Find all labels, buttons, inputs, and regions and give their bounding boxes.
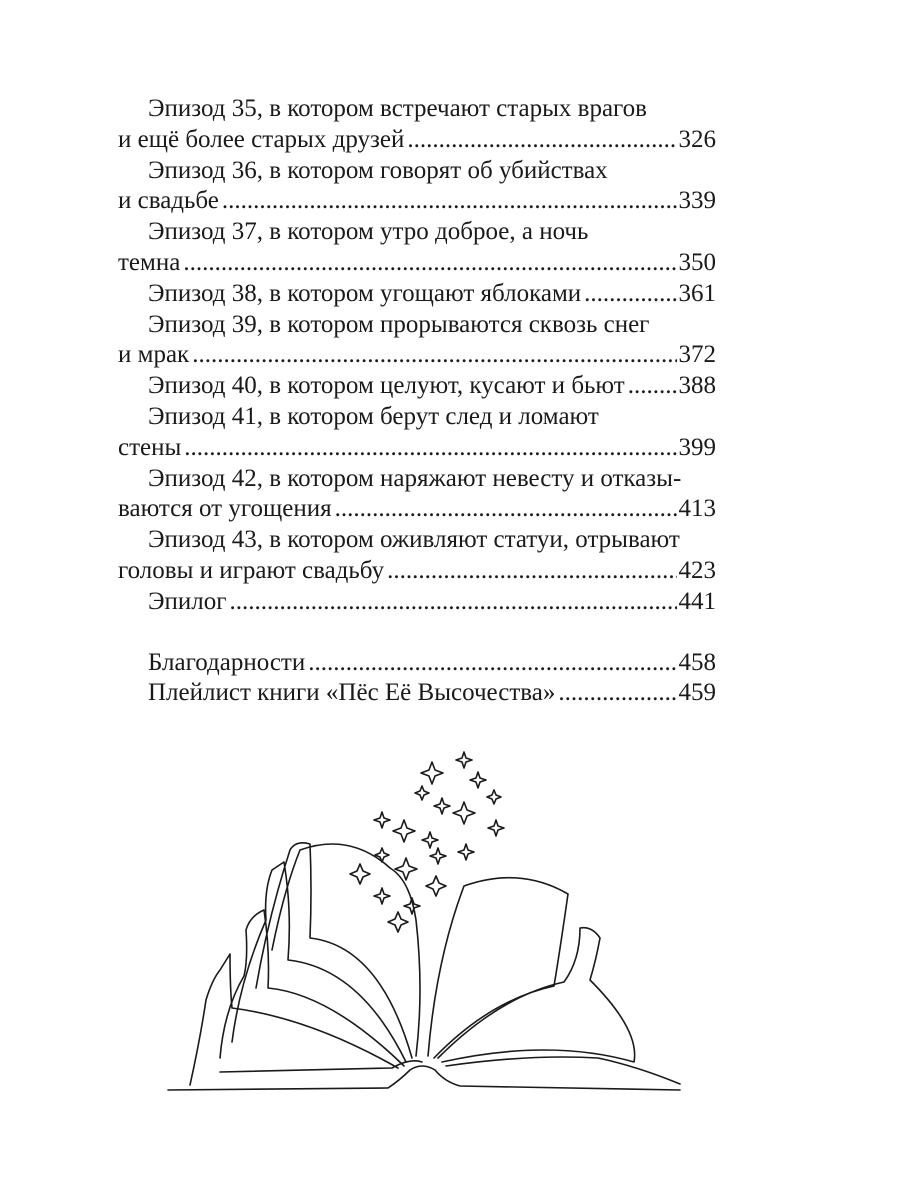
dot-leader — [387, 556, 676, 587]
dot-leader — [183, 248, 676, 279]
toc-entry-36[interactable] — [118, 156, 716, 218]
toc-entry-title-cont: головы и играют свадьбу — [118, 556, 385, 584]
page-number: 372 — [678, 341, 716, 369]
dot-leader — [192, 340, 676, 371]
toc-entry-43[interactable] — [118, 525, 716, 587]
toc-entry-row — [118, 125, 716, 156]
toc-entry-row — [118, 340, 716, 371]
page-number: 413 — [678, 495, 716, 523]
page-number: 459 — [678, 679, 716, 707]
dot-leader — [584, 279, 676, 310]
toc-entry-row — [118, 587, 716, 618]
toc-entry-epilogue[interactable] — [118, 587, 716, 618]
toc-entry-row — [118, 678, 716, 709]
toc-entry-row — [118, 371, 716, 402]
toc-entry-acknowledgements[interactable] — [118, 648, 716, 679]
toc-entry-title: Эпизод 35, в котором встречают старых врагов — [148, 95, 647, 122]
toc-entry-title: Эпизод 39, в котором прорываются сквозь снег — [148, 310, 650, 338]
toc-entry-title: Эпизод 36, в котором говорят об убийствах — [148, 156, 608, 184]
toc-entry-title: Эпизод 38, в котором угощают яблоками — [148, 279, 582, 307]
toc-entry-row — [118, 279, 716, 310]
page-number: 350 — [678, 248, 716, 276]
toc-entry-playlist[interactable] — [118, 678, 716, 709]
toc-entry-title-cont: и мрак — [118, 341, 190, 369]
toc-entry-title-cont: темна — [118, 248, 181, 276]
book-right-page-3 — [446, 1057, 680, 1084]
toc-entry-title: Эпилог — [148, 587, 227, 615]
toc-entry-37[interactable] — [118, 217, 716, 279]
open-book-with-sparkles-icon — [160, 740, 720, 1100]
page-number: 423 — [678, 556, 716, 584]
page-number: 339 — [678, 187, 716, 215]
toc-entry-42[interactable] — [118, 464, 716, 526]
toc-entry-row — [118, 248, 716, 279]
toc-entry-title-cont: ваются от угощения — [118, 495, 332, 523]
toc-entry-39[interactable] — [118, 310, 716, 372]
sparkles-icon — [350, 752, 504, 932]
toc-entry-title: Эпизод 40, в котором целуют, кусают и бьют — [148, 372, 625, 400]
toc-entry-title: Благодарности — [148, 648, 306, 676]
toc-entry-title-cont: и свадьбе — [118, 187, 219, 215]
book-base-line — [168, 1066, 680, 1090]
toc-entry-35[interactable] — [118, 94, 716, 156]
page-number: 326 — [678, 125, 716, 153]
dot-leader — [335, 494, 677, 525]
toc-entry-row — [118, 556, 716, 587]
table-of-contents — [118, 94, 716, 709]
book-right-page-2 — [438, 928, 635, 1062]
dot-leader — [184, 433, 676, 464]
page-number: 399 — [678, 433, 716, 461]
dot-leader — [407, 125, 676, 156]
page-number: 441 — [678, 587, 716, 615]
toc-entry-row — [118, 433, 716, 464]
toc-entry-title-cont: стены — [118, 433, 182, 461]
toc-entry-title: Эпизод 41, в котором берут след и ломают — [148, 402, 599, 430]
toc-entry-title: Плейлист книги «Пёс Её Высочества» — [148, 679, 556, 707]
toc-entry-row — [118, 186, 716, 217]
dot-leader — [230, 587, 677, 618]
book-base-inner — [220, 1061, 422, 1072]
toc-entry-40[interactable] — [118, 371, 716, 402]
book-left-page-3 — [256, 843, 412, 1058]
page-number: 458 — [678, 648, 716, 676]
dot-leader — [558, 678, 676, 709]
dot-leader — [308, 648, 676, 679]
book-right-page-1 — [428, 878, 568, 1058]
toc-entry-title-cont: и ещё более старых друзей — [118, 125, 405, 153]
book-left-cover — [190, 954, 398, 1085]
toc-entry-38[interactable] — [118, 279, 716, 310]
dot-leader — [628, 371, 677, 402]
toc-entry-title: Эпизод 42, в котором наряжают невесту и отказы- — [148, 464, 682, 492]
book-left-page-1 — [220, 910, 404, 1066]
toc-entry-title: Эпизод 37, в котором утро доброе, а ночь — [148, 218, 589, 246]
toc-entry-row — [118, 648, 716, 679]
page-number: 388 — [678, 372, 716, 400]
page-number: 361 — [678, 279, 716, 307]
toc-entry-41[interactable] — [118, 402, 716, 464]
toc-entry-title: Эпизод 43, в котором оживляют статуи, отрывают — [148, 526, 680, 554]
toc-entry-row — [118, 494, 716, 525]
dot-leader — [222, 186, 677, 217]
